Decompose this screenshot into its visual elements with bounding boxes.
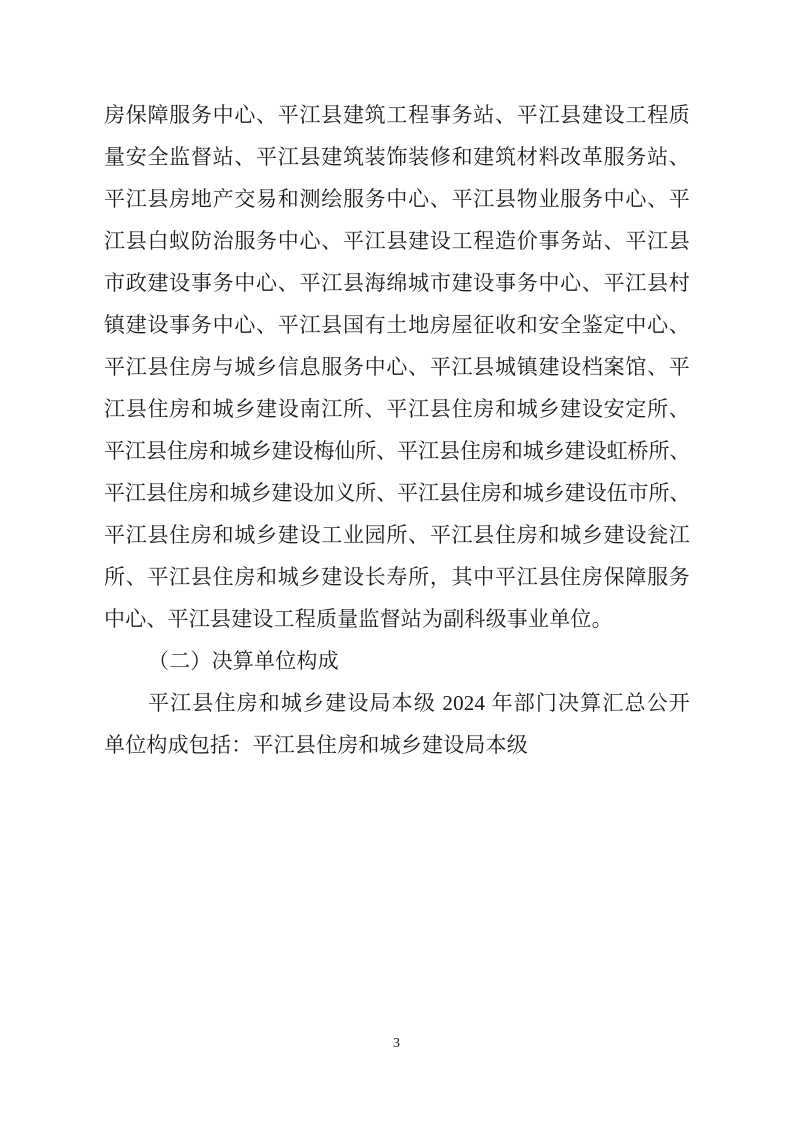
section-heading: （二）决算单位构成 [148,649,339,673]
paragraph-line: 江县住房和城乡建设南江所、平江县住房和城乡建设安定所、 [104,397,690,421]
paragraph-line: 单位构成包括：平江县住房和城乡建设局本级 [104,733,528,757]
paragraph-line: 平江县住房和城乡建设梅仙所、平江县住房和城乡建设虹桥所、 [104,439,690,463]
paragraph-line: 市政建设事务中心、平江县海绵城市建设事务中心、平江县村 [104,271,690,295]
paragraph-line: 平江县房地产交易和测绘服务中心、平江县物业服务中心、平 [104,187,690,211]
document-body [104,94,690,766]
paragraph-line: 平江县住房和城乡建设工业园所、平江县住房和城乡建设瓮江 [104,523,690,547]
paragraph-line: 所、平江县住房和城乡建设长寿所，其中平江县住房保障服务 [104,565,690,589]
paragraph-line: 平江县住房和城乡建设局本级 2024 年部门决算汇总公开 [148,691,690,715]
paragraph-line: 平江县住房和城乡建设加义所、平江县住房和城乡建设伍市所、 [104,481,690,505]
paragraph-line: 平江县住房与城乡信息服务中心、平江县城镇建设档案馆、平 [104,355,690,379]
paragraph-line: 江县白蚁防治服务中心、平江县建设工程造价事务站、平江县 [104,229,690,253]
paragraph-line: 中心、平江县建设工程质量监督站为副科级事业单位。 [104,607,613,631]
paragraph-line: 量安全监督站、平江县建筑装饰装修和建筑材料改革服务站、 [104,145,690,169]
page-number: 3 [393,1036,400,1051]
paragraph-line: 镇建设事务中心、平江县国有土地房屋征收和安全鉴定中心、 [104,313,690,337]
paragraph-line: 房保障服务中心、平江县建筑工程事务站、平江县建设工程质 [104,103,690,127]
